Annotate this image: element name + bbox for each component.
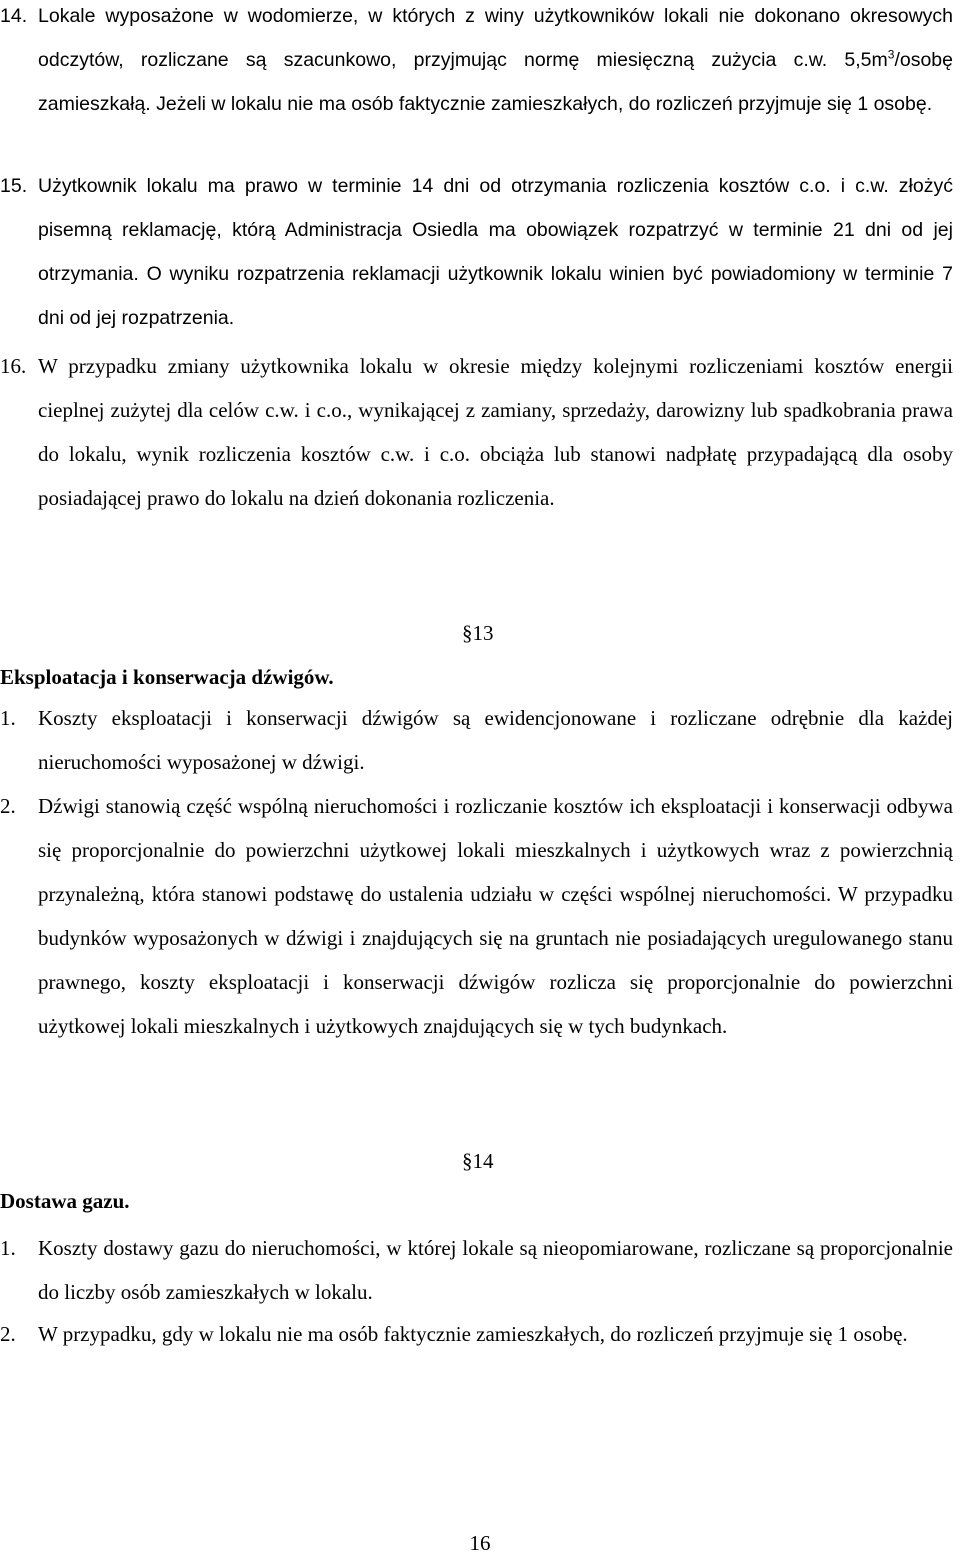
item-text: Koszty eksploatacji i konserwacji dźwigów są ewidencjonowane i rozliczane odrębnie dla każdej nieruchomości wyposażonej w dźwigi. bbox=[38, 706, 953, 774]
paragraph-15 bbox=[0, 164, 953, 340]
paragraph-number: 14. bbox=[0, 5, 28, 27]
item-text: Koszty dostawy gazu do nieruchomości, w której lokale są nieopomiarowane, rozliczane są proporcjonalnie do liczby osób zamieszkałych w lokalu. bbox=[38, 1236, 953, 1304]
section-13-mark: §13 bbox=[462, 621, 494, 645]
section-13-heading: Eksploatacja i konserwacja dźwigów. bbox=[0, 665, 334, 689]
item-text: W przypadku, gdy w lokalu nie ma osób faktycznie zamieszkałych, do rozliczeń przyjmuje się 1 osobę. bbox=[38, 1322, 908, 1346]
paragraph-number: 15. bbox=[0, 175, 28, 197]
item-number: 1. bbox=[0, 706, 16, 730]
paragraph-text: Lokale wyposażone w wodomierze, w których z winy użytkowników lokali nie dokonano okresowych odczytów, rozliczane są szacunkowo, przyjmując normę miesięczną zużycia c.w. 5,5m bbox=[38, 5, 953, 71]
item-number: 1. bbox=[0, 1236, 16, 1260]
page-number: 16 bbox=[469, 1531, 491, 1555]
paragraph-16 bbox=[0, 344, 953, 520]
superscript-exponent: 3 bbox=[887, 47, 895, 62]
paragraph-14 bbox=[0, 0, 953, 126]
section-14-mark: §14 bbox=[462, 1149, 494, 1173]
section-13-item-2 bbox=[0, 784, 953, 1048]
section-14-heading: Dostawa gazu. bbox=[0, 1189, 130, 1213]
paragraph-text: Użytkownik lokalu ma prawo w terminie 14 dni od otrzymania rozliczenia kosztów c.o. i c.w. złożyć pisemną reklamację, którą Administracja Osiedla ma obowiązek rozpatrzyć w terminie 21 dni od jej otrzymania. O wyniku rozpatrzenia reklamacji użytkownik lokalu winien być powiadomiony w terminie 7 dni od jej rozpatrzenia. bbox=[38, 175, 953, 329]
paragraph-number: 16. bbox=[0, 354, 27, 378]
section-13-item-1 bbox=[0, 696, 953, 784]
paragraph-text-continued: /osobę zamieszkałą. Jeżeli w lokalu nie ma osób faktycznie zamieszkałych, do rozliczeń przyjmuje się 1 osobę. bbox=[38, 49, 953, 115]
item-number: 2. bbox=[0, 1322, 16, 1346]
section-14-item-1 bbox=[0, 1226, 953, 1314]
item-text: Dźwigi stanowią część wspólną nieruchomości i rozliczanie kosztów ich eksploatacji i konserwacji odbywa się proporcjonalnie do powierzchni użytkowej lokali mieszkalnych i użytkowych wraz z powierzchnią przynależną, która stanowi podstawę do ustalenia udziału w części wspólnej nieruchomości. W przypadku budynków wyposażonych w dźwigi i znajdujących się na gruntach nie posiadających uregulowanego stanu prawnego, koszty eksploatacji i konserwacji dźwigów rozlicza się proporcjonalnie do powierzchni użytkowej lokali mieszkalnych i użytkowych znajdujących się w tych budynkach. bbox=[38, 794, 953, 1038]
section-14-item-2 bbox=[0, 1312, 953, 1356]
item-number: 2. bbox=[0, 794, 16, 818]
paragraph-text: W przypadku zmiany użytkownika lokalu w okresie między kolejnymi rozliczeniami kosztów energii cieplnej zużytej dla celów c.w. i c.o., wynikającej z zamiany, sprzedaży, darowizny lub spadkobrania prawa do lokalu, wynik rozliczenia kosztów c.w. i c.o. obciąża lub stanowi nadpłatę przypadającą dla osoby posiadającej prawo do lokalu na dzień dokonania rozliczenia. bbox=[38, 354, 953, 510]
